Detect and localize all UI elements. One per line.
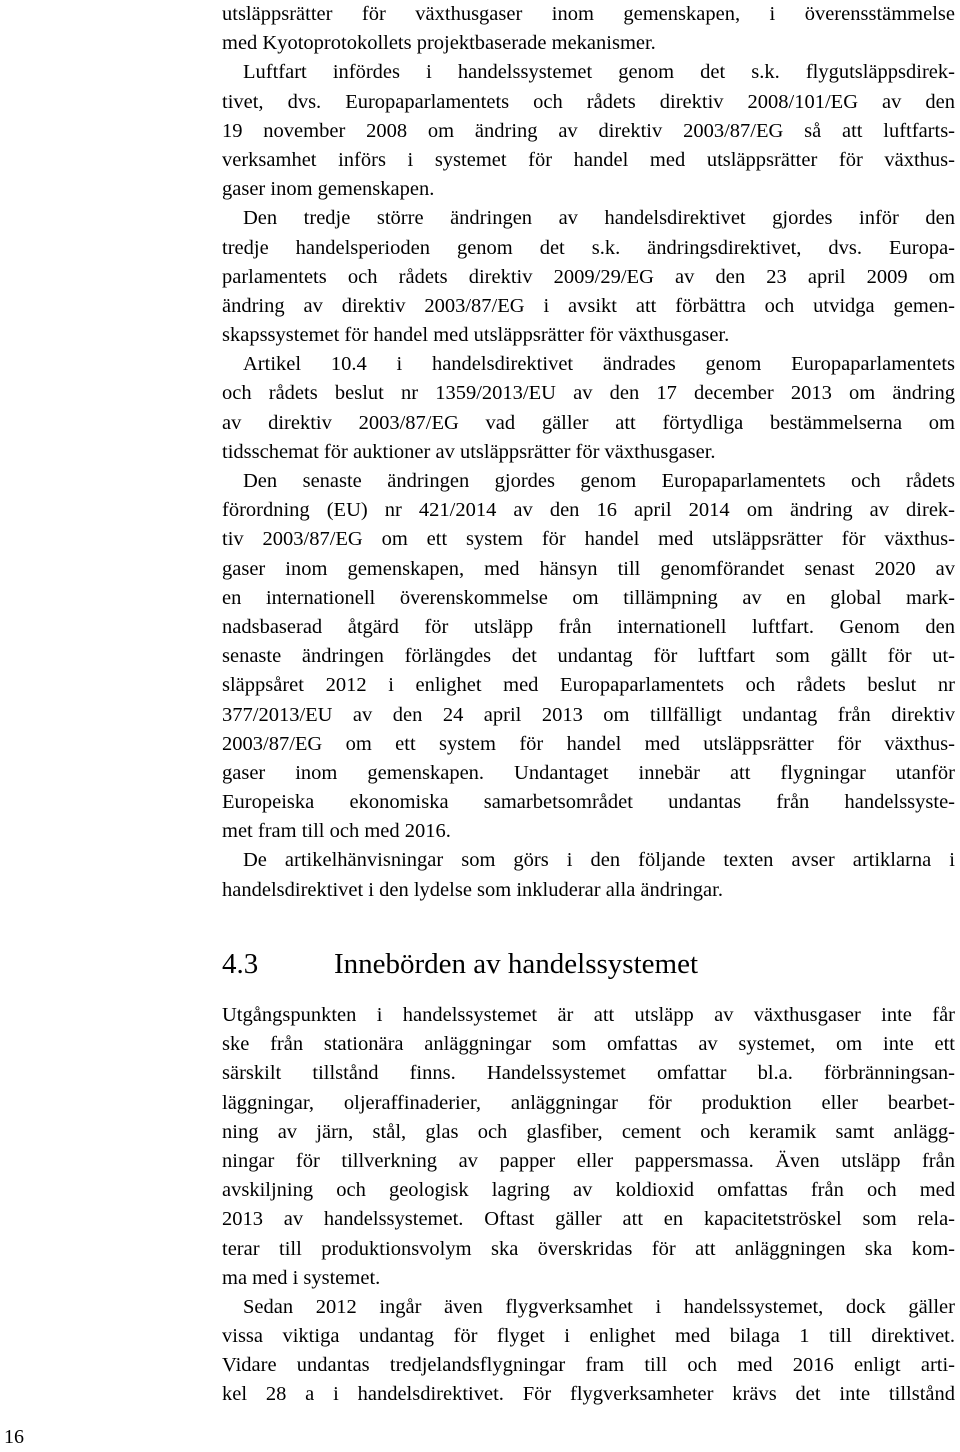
text-line: tiv 2003/87/EG om ett system för handel med utsläppsrätter för växthus-	[222, 528, 955, 551]
text-line: 2013 av handelssystemet. Oftast gäller att en kapacitetströskel som rela-	[222, 1208, 955, 1231]
text-line: läggningar, oljeraffinaderier, anläggningar för produktion eller bearbet-	[222, 1091, 955, 1114]
text-line: släppsåret 2012 i enlighet med Europaparlamentets och rådets beslut nr	[222, 674, 955, 697]
text-line: förordning (EU) nr 421/2014 av den 16 april 2014 om ändring av direk-	[222, 499, 955, 522]
section-title: Innebörden av handelssystemet	[334, 948, 699, 980]
text-line: gaser inom gemenskapen, med hänsyn till genomförandet senast 2020 av	[222, 557, 955, 580]
text-line: Sedan 2012 ingår även flygverksamhet i handelssystemet, dock gäller	[243, 1295, 955, 1318]
text-line: De artikelhänvisningar som görs i den följande texten avser artiklarna i	[243, 849, 955, 872]
text-line: terar till produktionsvolym ska överskridas för att anläggningen ska kom-	[222, 1237, 955, 1260]
text-line: ning av järn, stål, glas och glasfiber, cement och keramik samt anlägg-	[222, 1120, 955, 1143]
text-line: med Kyotoprotokollets projektbaserade mekanismer.	[222, 32, 656, 55]
text-line: av direktiv 2003/87/EG vad gäller att förtydliga bestämmelserna om	[222, 411, 955, 434]
text-line: 2003/87/EG om ett system för handel med utsläppsrätter för växthus-	[222, 732, 955, 755]
text-line: tidsschemat för auktioner av utsläppsrätter för växthusgaser.	[222, 440, 716, 463]
text-line: utsläppsrätter för växthusgaser inom gemenskapen, i överensstämmelse	[222, 3, 955, 25]
text-line: Artikel 10.4 i handelsdirektivet ändrades genom Europaparlamentets	[243, 353, 955, 376]
text-line: en internationell överenskommelse om tillämpning av en global mark-	[222, 586, 955, 609]
text-line: Den tredje större ändringen av handelsdirektivet gjordes inför den	[243, 207, 955, 230]
text-line: vissa viktiga undantag för flyget i enlighet med bilaga 1 till direktivet.	[222, 1325, 955, 1348]
text-line: Den senaste ändringen gjordes genom Europaparlamentets och rådets	[243, 470, 955, 492]
page-number: 16	[4, 1426, 24, 1448]
text-line: nadsbaserad åtgärd för utsläpp från internationell luftfart. Genom den	[222, 615, 955, 638]
text-line: avskiljning och geologisk lagring av koldioxid omfattas från och med	[222, 1179, 955, 1202]
text-line: gaser inom gemenskapen. Undantaget innebär att flygningar utanför	[222, 761, 955, 784]
text-line: 19 november 2008 om ändring av direktiv 2003/87/EG så att luftfarts-	[222, 119, 955, 142]
text-line: gaser inom gemenskapen.	[222, 178, 435, 201]
text-line: och rådets beslut nr 1359/2013/EU av den 17 december 2013 om ändring	[222, 382, 955, 405]
text-line: tivet, dvs. Europaparlamentets och rådets direktiv 2008/101/EG av den	[222, 90, 955, 113]
text-line: ma med i systemet.	[222, 1266, 381, 1289]
text-line: Luftfart infördes i handelssystemet genom det s.k. flygutsläppsdirek-	[243, 61, 955, 84]
text-line: Utgångspunkten i handelssystemet är att utsläpp av växthusgaser inte får	[222, 1004, 955, 1026]
text-line: 377/2013/EU av den 24 april 2013 om tillfälligt undantag från direktiv	[222, 703, 955, 726]
text-line: Europeiska ekonomiska samarbetsområdet undantas från handelssyste-	[222, 791, 955, 814]
text-line: ningar för tillverkning av papper eller pappersmassa. Även utsläpp från	[222, 1149, 955, 1172]
text-line: Vidare undantas tredjelandsflygningar fram till och med 2016 enligt arti-	[222, 1354, 955, 1377]
upper-text	[222, 0, 955, 905]
text-line: ändring av direktiv 2003/87/EG i avsikt att förbättra och utvidga gemen-	[222, 294, 955, 317]
text-line: ske från stationära anläggningar som omfattas av systemet, om inte ett	[222, 1033, 955, 1056]
text-line: met fram till och med 2016.	[222, 820, 451, 843]
section-heading	[222, 944, 698, 984]
text-line: senaste ändringen förlängdes det undantag för luftfart som gällt för ut-	[222, 645, 955, 668]
text-line: parlamentets och rådets direktiv 2009/29/EG av den 23 april 2009 om	[222, 265, 955, 288]
text-line: tredje handelsperioden genom det s.k. ändringsdirektivet, dvs. Europa-	[222, 236, 955, 259]
section-number: 4.3	[222, 948, 259, 980]
text-line: kel 28 a i handelsdirektivet. För flygverksamheter krävs det inte tillstånd	[222, 1383, 955, 1406]
text-line: särskilt tillstånd finns. Handelssystemet omfattar bl.a. förbränningsan-	[222, 1062, 955, 1085]
text-line: verksamhet införs i systemet för handel med utsläppsrätter för växthus-	[222, 148, 955, 171]
text-line: handelsdirektivet i den lydelse som inkluderar alla ändringar.	[222, 878, 723, 901]
lower-text	[222, 1001, 955, 1410]
text-line: skapssystemet för handel med utsläppsrätter för växthusgaser.	[222, 324, 730, 347]
